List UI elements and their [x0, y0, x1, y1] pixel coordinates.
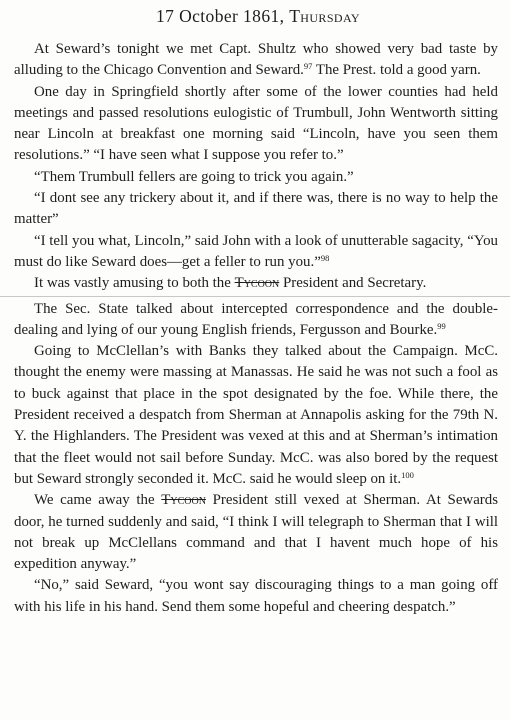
diary-entry: [14, 39, 498, 618]
paragraph: “Them Trumbull fellers are going to trick you again.”: [34, 168, 354, 185]
struck-word: Tycoon: [161, 492, 206, 509]
struck-word: Tycoon: [234, 275, 280, 292]
scan-line: [0, 296, 510, 297]
footnote-marker: 98: [320, 252, 330, 263]
paragraph: We came away the Tycoon President still vexed at Sherman. At Sewards door, he turned suddenly and said, “I think I will telegraph to Sherman that I will not break up McClellans command and that I havent much hope of his expedition anyway.”: [14, 492, 498, 573]
footnote-marker: 100: [401, 469, 414, 480]
footnote-marker: 99: [437, 320, 446, 331]
paragraph: Going to McClellan’s with Banks they talked about the Campaign. McC. thought the enemy were massing at Manassas. He said he was not such a fool as to buck against that place in the spot designated by the foe. While there, the President received a despatch from Sherman at Annapolis asking for the 79th N. Y. the Highlanders. The President was vexed at this and at Sherman’s intimation that the fleet would not sail before Sunday. McC. was also bored by the request but Seward strongly seconded it. McC. said he would sleep on it.$^{100}$: [14, 343, 498, 487]
paragraph: The Sec. State talked about intercepted correspondence and the double-dealing and lying of our young English friends, Fergusson and Bourke.$^{99}$: [14, 300, 498, 338]
paragraph: At Seward’s tonight we met Capt. Shultz who showed very bad taste by alluding to the Chicago Convention and Seward.$^{97}$ The Prest. told a good yarn.: [14, 41, 498, 79]
paragraph: “I tell you what, Lincoln,” said John with a look of unutterable sagacity, “You must do like Seward does—get a feller to run you.”$^{98}$: [14, 232, 498, 270]
paragraph: One day in Springfield shortly after some of the lower counties had held meetings and passed resolutions eulogistic of Trumbull, John Wentworth sitting near Lincoln at breakfast one morning said “Lincoln, have you seen them resolutions.” “I have seen what I suppose you refer to.”: [14, 83, 498, 164]
heading-date: 17 October 1861,: [156, 6, 285, 26]
footnote-marker: 97: [303, 61, 313, 72]
page-heading: [14, 6, 498, 27]
paragraph: It was vastly amusing to both the Tycoon President and Secretary.: [34, 275, 427, 292]
paragraph: “I dont see any trickery about it, and if there was, there is no way to help the matter”: [14, 190, 498, 228]
heading-weekday: Thursday: [289, 6, 360, 26]
paragraph: “No,” said Seward, “you wont say discouraging things to a man going off with his life in his hand. Send them some hopeful and cheering despatch.”: [14, 577, 498, 615]
